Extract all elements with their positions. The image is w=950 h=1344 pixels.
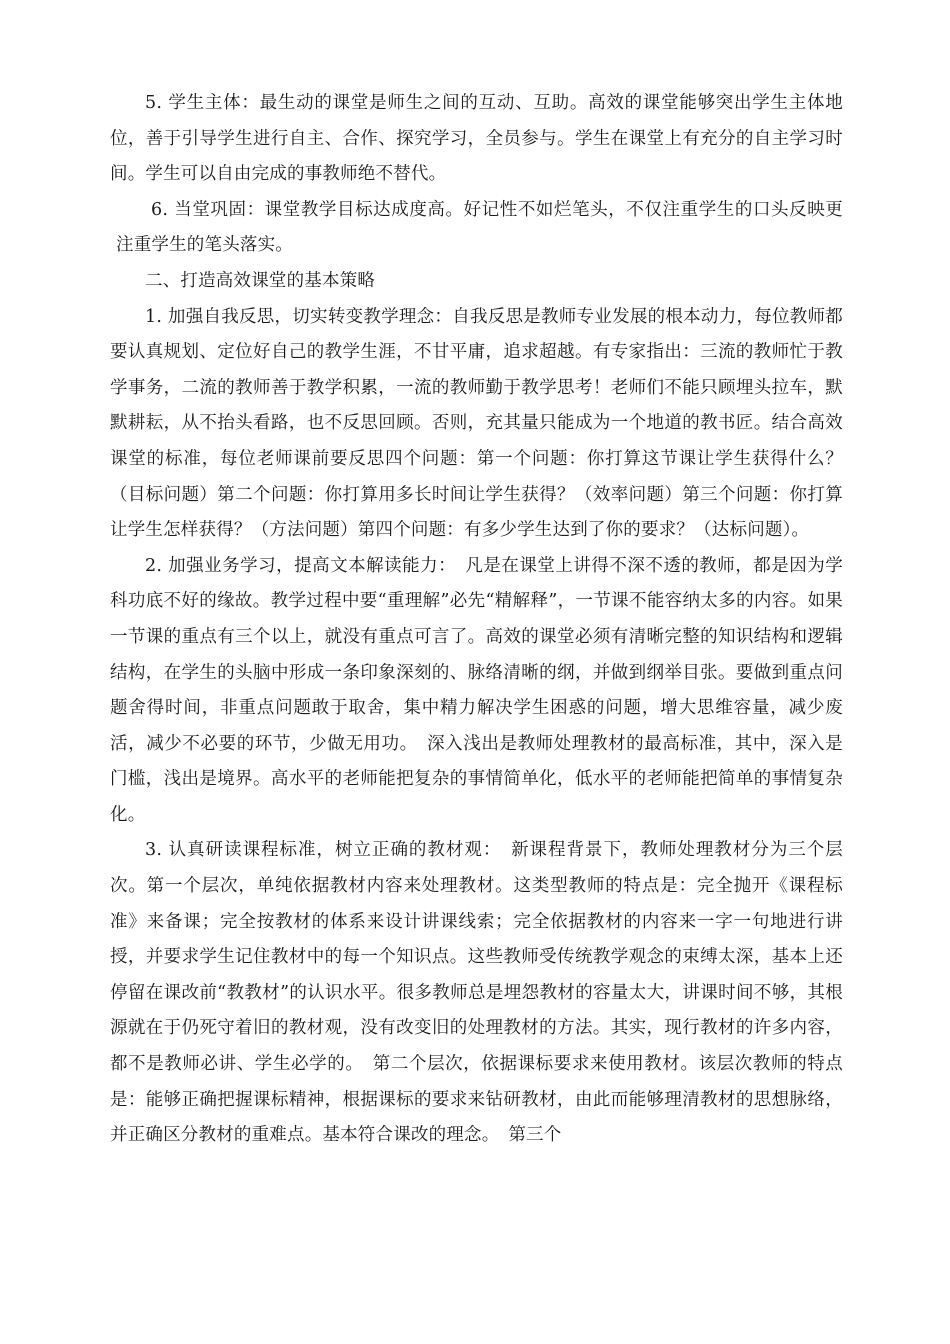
section-heading-strategies: 二、打造高效课堂的基本策略 — [145, 270, 376, 291]
paragraph-self-reflection: 1. 加强自我反思，切实转变教学理念：自我反思是教师专业发展的根本动力，每位教师都要认真规划、定位好自己的教学生涯，不甘平庸，追求超越。有专家指出：三流的教师忙于教学事务，二流的教师善于教学积累，一流的教师勤于教学思考！老师们不能只顾埋头拉车，默默耕耘，从不抬头看路，也不反思回顾。否则，充其量只能成为一个地道的教书匠。结合高效课堂的标准，每位老师课前要反思四个问题：第一个问题：你打算这节课让学生获得什么？（目标问题）第二个问题：你打算用多长时间让学生获得？（效率问题）第三个问题：你打算让学生怎样获得？（方法问题）第四个问题：有多少学生达到了你的要求？（达标问题）。 — [110, 306, 843, 541]
paragraph-in-class-consolidation: 6. 当堂巩固：课堂教学目标达成度高。好记性不如烂笔头，不仅注重学生的口头反映更注重学生的笔头落实。 — [116, 199, 843, 256]
paragraph-professional-study: 2. 加强业务学习，提高文本解读能力： 凡是在课堂上讲得不深不透的教师，都是因为学科功底不好的缘故。教学过程中要“重理解”必先“精解释”，一节课不能容纳太多的内容。如果一节课的重点有三个以上，就没有重点可言了。高效的课堂必须有清晰完整的知识结构和逻辑结构，在学生的头脑中形成一条印象深刻的、脉络清晰的纲，并做到纲举目张。要做到重点问题舍得时间，非重点问题敢于取舍，集中精力解决学生困惑的问题，增大思维容量，减少废活，减少不必要的环节，少做无用功。 深入浅出是教师处理教材的最高标准，其中，深入是门槛，浅出是境界。高水平的老师能把复杂的事情简单化，低水平的老师能把简单的事情复杂化。 — [110, 555, 843, 825]
document-page — [110, 86, 843, 1154]
paragraph-student-subject: 5. 学生主体：最生动的课堂是师生之间的互动、互助。高效的课堂能够突出学生主体地位，善于引导学生进行自主、合作、探究学习，全员参与。学生在课堂上有充分的自主学习时间。学生可以自由完成的事教师绝不替代。 — [110, 93, 843, 185]
paragraph-curriculum-standards: 3. 认真研读课程标准，树立正确的教材观： 新课程背景下，教师处理教材分为三个层次。第一个层次，单纯依据教材内容来处理教材。这类型教师的特点是：完全抛开《课程标准》来备课；完全按教材的体系来设计讲课线索；完全依据教材的内容来一字一句地进行讲授，并要求学生记住教材中的每一个知识点。这些教师受传统教学观念的束缚太深，基本上还停留在课改前“教教材”的认识水平。很多教师总是埋怨教材的容量太大，讲课时间不够，其根源就在于仍死守着旧的教材观，没有改变旧的处理教材的方法。其实，现行教材的许多内容，都不是教师必讲、学生必学的。 第二个层次，依据课标要求来使用教材。该层次教师的特点是：能够正确把握课标精神，根据课标的要求来钻研教材，由此而能够理清教材的思想脉络，并正确区分教材的重难点。基本符合课改的理念。 第三个 — [110, 840, 843, 1146]
